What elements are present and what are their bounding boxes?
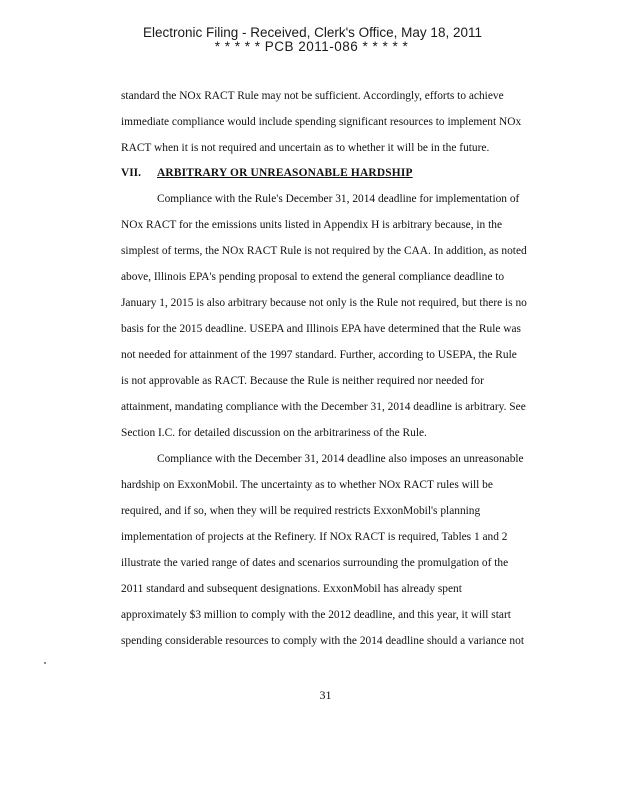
section-title: ARBITRARY OR UNREASONABLE HARDSHIP: [157, 167, 413, 179]
body-line: required, and if so, when they will be required restricts ExxonMobil's planning: [121, 505, 481, 517]
body-line: not needed for attainment of the 1997 standard. Further, according to USEPA, the Rule: [121, 349, 517, 361]
body-line: 2011 standard and subsequent designations. ExxonMobil has already spent: [121, 583, 462, 595]
page-number: 31: [319, 688, 332, 702]
body-line: Compliance with the December 31, 2014 deadline also imposes an unreasonable: [157, 453, 524, 465]
body-line: January 1, 2015 is also arbitrary because not only is the Rule not required, but there is no: [121, 297, 527, 309]
body-line: approximately $3 million to comply with the 2012 deadline, and this year, it will start: [121, 609, 511, 621]
body-line: spending considerable resources to comply with the 2014 deadline should a variance not: [121, 635, 524, 647]
body-line: illustrate the varied range of dates and scenarios surrounding the promulgation of the: [121, 557, 509, 569]
filing-stamp-line1: Electronic Filing - Received, Clerk's Office, May 18, 2011: [143, 25, 482, 40]
body-line: hardship on ExxonMobil. The uncertainty as to whether NOx RACT rules will be: [121, 479, 493, 491]
section-number: VII.: [121, 167, 141, 179]
section-heading: [121, 166, 413, 180]
body-line: RACT when it is not required and uncertain as to whether it will be in the future.: [121, 142, 490, 154]
scan-speck: [44, 662, 46, 664]
body-line: NOx RACT for the emissions units listed in Appendix H is arbitrary because, in the: [121, 219, 503, 231]
body-line: Compliance with the Rule's December 31, 2014 deadline for implementation of: [157, 193, 520, 205]
body-line: is not approvable as RACT. Because the Rule is neither required nor needed for: [121, 375, 484, 387]
body-line: immediate compliance would include spending significant resources to implement NOx: [121, 116, 522, 128]
body-line: Section I.C. for detailed discussion on the arbitrariness of the Rule.: [121, 427, 427, 439]
body-line: simplest of terms, the NOx RACT Rule is not required by the CAA. In addition, as noted: [121, 245, 527, 257]
body-line: standard the NOx RACT Rule may not be sufficient. Accordingly, efforts to achieve: [121, 90, 504, 102]
body-line: above, Illinois EPA's pending proposal to extend the general compliance deadline to: [121, 271, 505, 283]
filing-stamp-line2: * * * * * PCB 2011-086 * * * * *: [214, 39, 409, 54]
body-line: basis for the 2015 deadline. USEPA and Illinois EPA have determined that the Rule was: [121, 323, 521, 335]
body-line: implementation of projects at the Refinery. If NOx RACT is required, Tables 1 and 2: [121, 531, 508, 543]
body-line: attainment, mandating compliance with the December 31, 2014 deadline is arbitrary. See: [121, 401, 526, 413]
